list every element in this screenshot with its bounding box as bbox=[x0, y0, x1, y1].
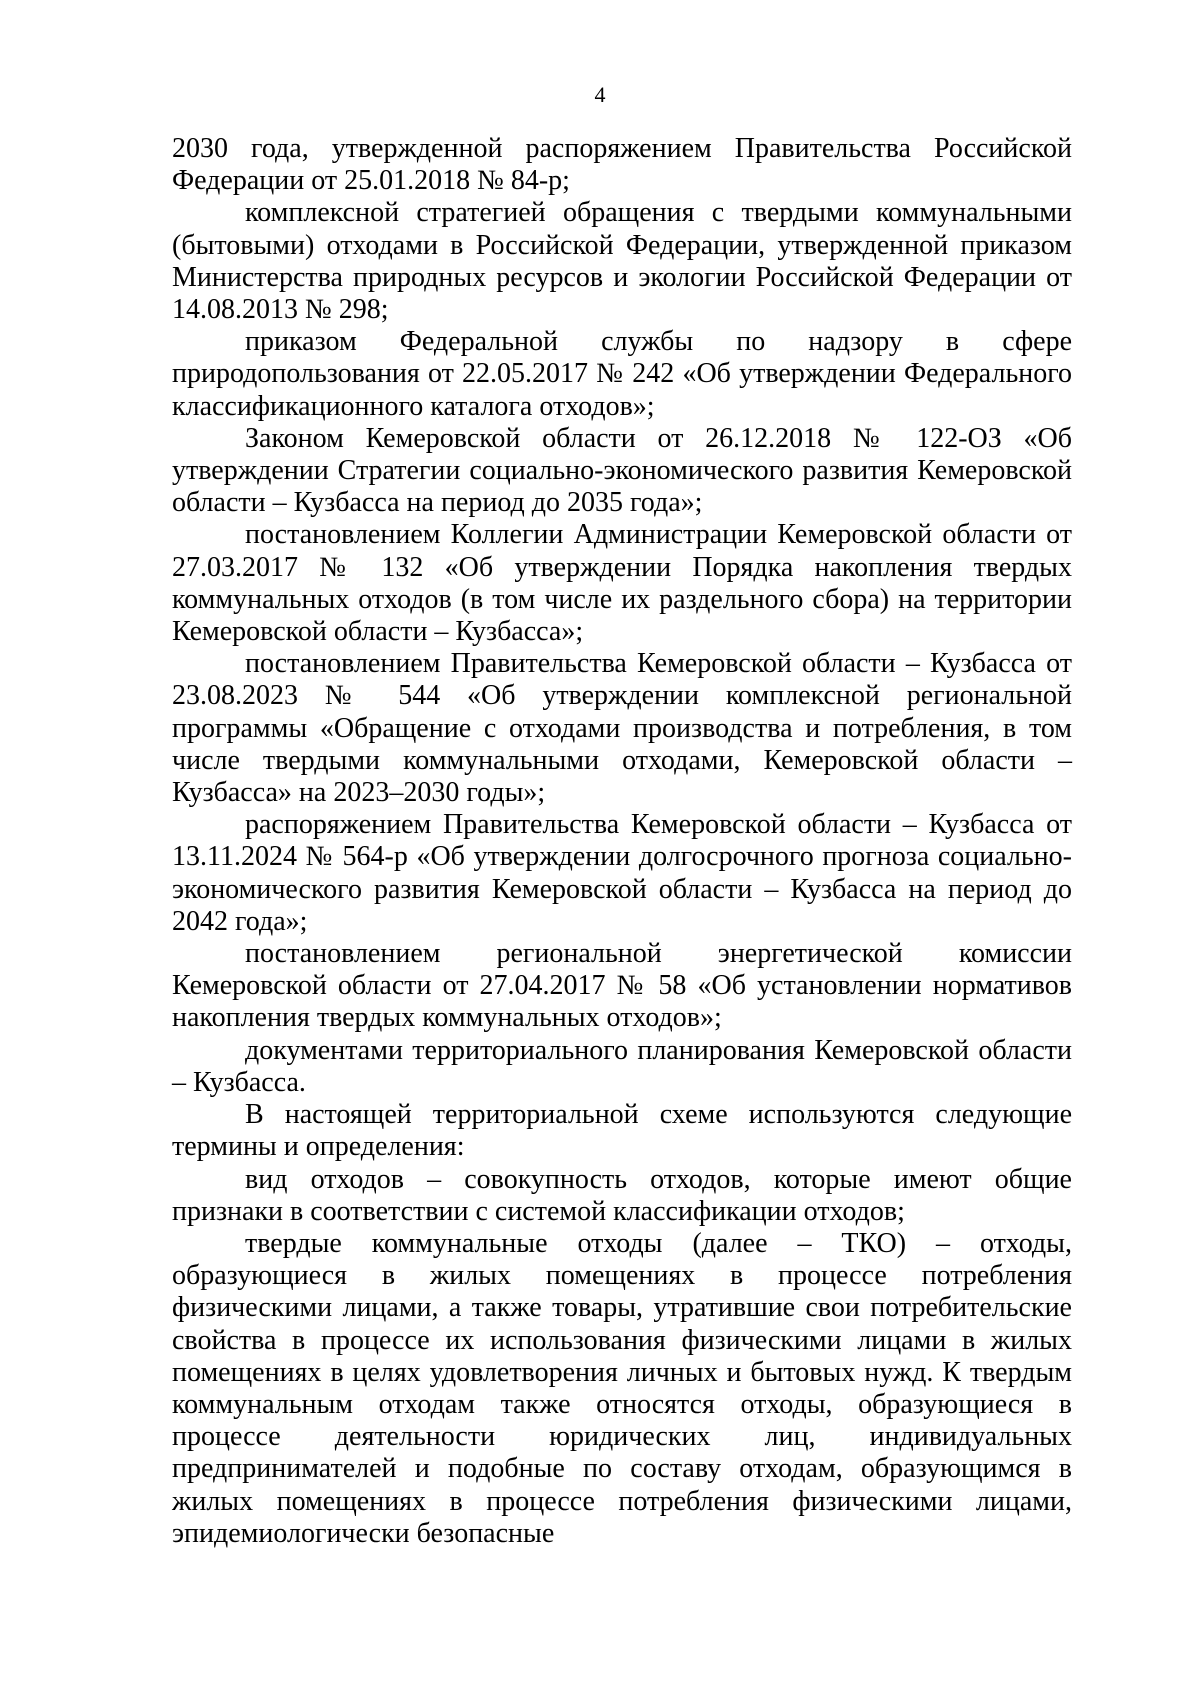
paragraph: распоряжением Правительства Кемеровской области – Кузбасса от 13.11.2024 № 564-р «Об утверждении долгосрочного прогноза социально-экономического развития Кемеровской области – Кузбасса на период до 2042 года»; bbox=[172, 809, 1072, 937]
paragraph: приказом Федеральной службы по надзору в сфере природопользования от 22.05.2017 № 242 «Об утверждении Федерального классификационного каталога отходов»; bbox=[172, 326, 1072, 422]
paragraph: 2030 года, утвержденной распоряжением Правительства Российской Федерации от 25.01.2018 № 84-р; bbox=[172, 133, 1072, 197]
paragraph: документами территориального планирования Кемеровской области – Кузбасса. bbox=[172, 1034, 1072, 1098]
document-body bbox=[172, 133, 1072, 1550]
paragraph: постановлением Правительства Кемеровской области – Кузбасса от 23.08.2023 № 544 «Об утверждении комплексной региональной программы «Обращение с отходами производства и потребления, в том числе твердыми коммунальными отходами, Кемеровской области – Кузбасса» на 2023–2030 годы»; bbox=[172, 648, 1072, 809]
paragraph: комплексной стратегией обращения с твердыми коммунальными (бытовыми) отходами в Российской Федерации, утвержденной приказом Министерства природных ресурсов и экологии Российской Федерации от 14.08.2013 № 298; bbox=[172, 197, 1072, 326]
paragraph: вид отходов – совокупность отходов, которые имеют общие признаки в соответствии с системой классификации отходов; bbox=[172, 1163, 1072, 1227]
paragraph: твердые коммунальные отходы (далее – ТКО) – отходы, образующиеся в жилых помещениях в процессе потребления физическими лицами, а также товары, утратившие свои потребительские свойства в процессе их использования физическими лицами в жилых помещениях в целях удовлетворения личных и бытовых нужд. К твердым коммунальным отходам также относятся отходы, образующиеся в процессе деятельности юридических лиц, индивидуальных предпринимателей и подобные по составу отходам, образующимся в жилых помещениях в процессе потребления физическими лицами, эпидемиологически безопасные bbox=[172, 1227, 1072, 1549]
page-number: 4 bbox=[594, 82, 606, 107]
paragraph: постановлением региональной энергетической комиссии Кемеровской области от 27.04.2017 № 58 «Об установлении нормативов накопления твердых коммунальных отходов»; bbox=[172, 938, 1072, 1034]
paragraph: Законом Кемеровской области от 26.12.2018 № 122-ОЗ «Об утверждении Стратегии социально-экономического развития Кемеровской области – Кузбасса на период до 2035 года»; bbox=[172, 422, 1072, 519]
paragraph: В настоящей территориальной схеме используются следующие термины и определения: bbox=[172, 1099, 1072, 1163]
paragraph: постановлением Коллегии Администрации Кемеровской области от 27.03.2017 № 132 «Об утверждении Порядка накопления твердых коммунальных отходов (в том числе их раздельного сбора) на территории Кемеровской области – Кузбасса»; bbox=[172, 519, 1072, 648]
